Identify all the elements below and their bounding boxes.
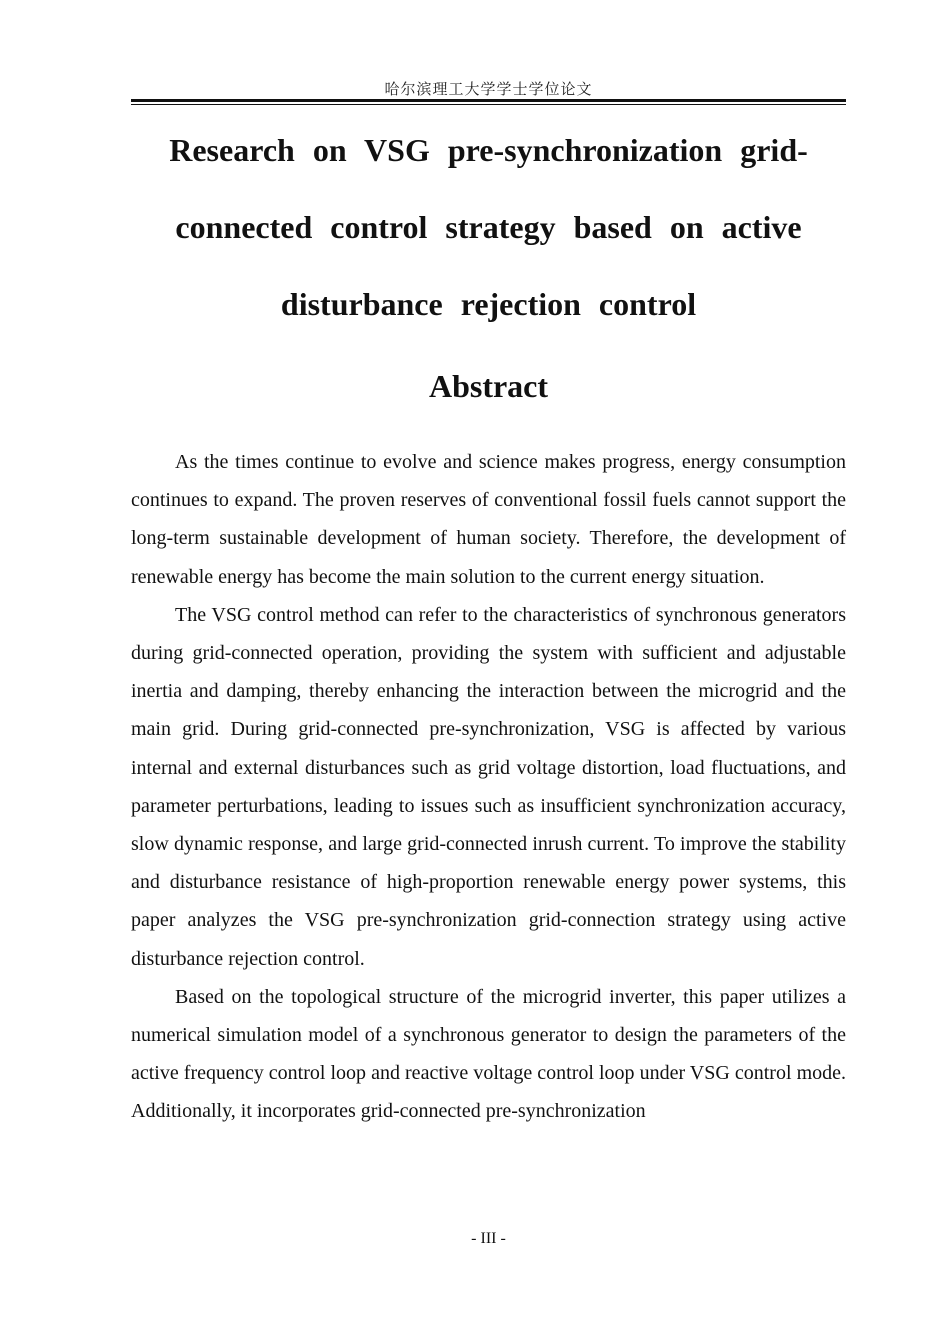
abstract-paragraph-3: Based on the topological structure of the microgrid inverter, this paper utilizes a numerical simulation model of a synchronous generator to design the parameters of the active frequency control loop and reactive voltage control loop under VSG control mode. Additionally, it incorporates grid-connected pre-synchronization	[131, 985, 846, 1123]
title-line-3: disturbance rejection control	[280, 286, 697, 322]
title-line-1: Research on VSG pre-synchronization grid-	[169, 132, 808, 168]
thesis-title	[131, 112, 846, 343]
abstract-paragraph-1: As the times continue to evolve and science makes progress, energy consumption continues to expand. The proven reserves of conventional fossil fuels cannot support the long-term sustainable development of human society. Therefore, the development of renewable energy has become the main solution to the current energy situation.	[131, 451, 846, 588]
header-rule-thick	[131, 99, 846, 102]
abstract-paragraph-2: The VSG control method can refer to the characteristics of synchronous generators during grid-connected operation, providing the system with sufficient and adjustable inertia and damping, thereby enhancing the interaction between the microgrid and the main grid. During grid-connected pre-synchronization, VSG is affected by various internal and external disturbances such as grid voltage distortion, load fluctuations, and parameter perturbations, leading to issues such as insufficient synchronization accuracy, slow dynamic response, and large grid-connected inrush current. To improve the stability and disturbance resistance of high-proportion renewable energy power systems, this paper analyzes the VSG pre-synchronization grid-connection strategy using active disturbance rejection control.	[131, 603, 846, 970]
page-number: - III -	[471, 1230, 506, 1247]
title-line-2: connected control strategy based on active	[175, 209, 802, 245]
header-rule-thin	[131, 104, 846, 105]
running-header: 哈尔滨理工大学学士学位论文	[384, 82, 593, 98]
abstract-body	[131, 443, 846, 1131]
abstract-heading: Abstract	[428, 368, 549, 404]
